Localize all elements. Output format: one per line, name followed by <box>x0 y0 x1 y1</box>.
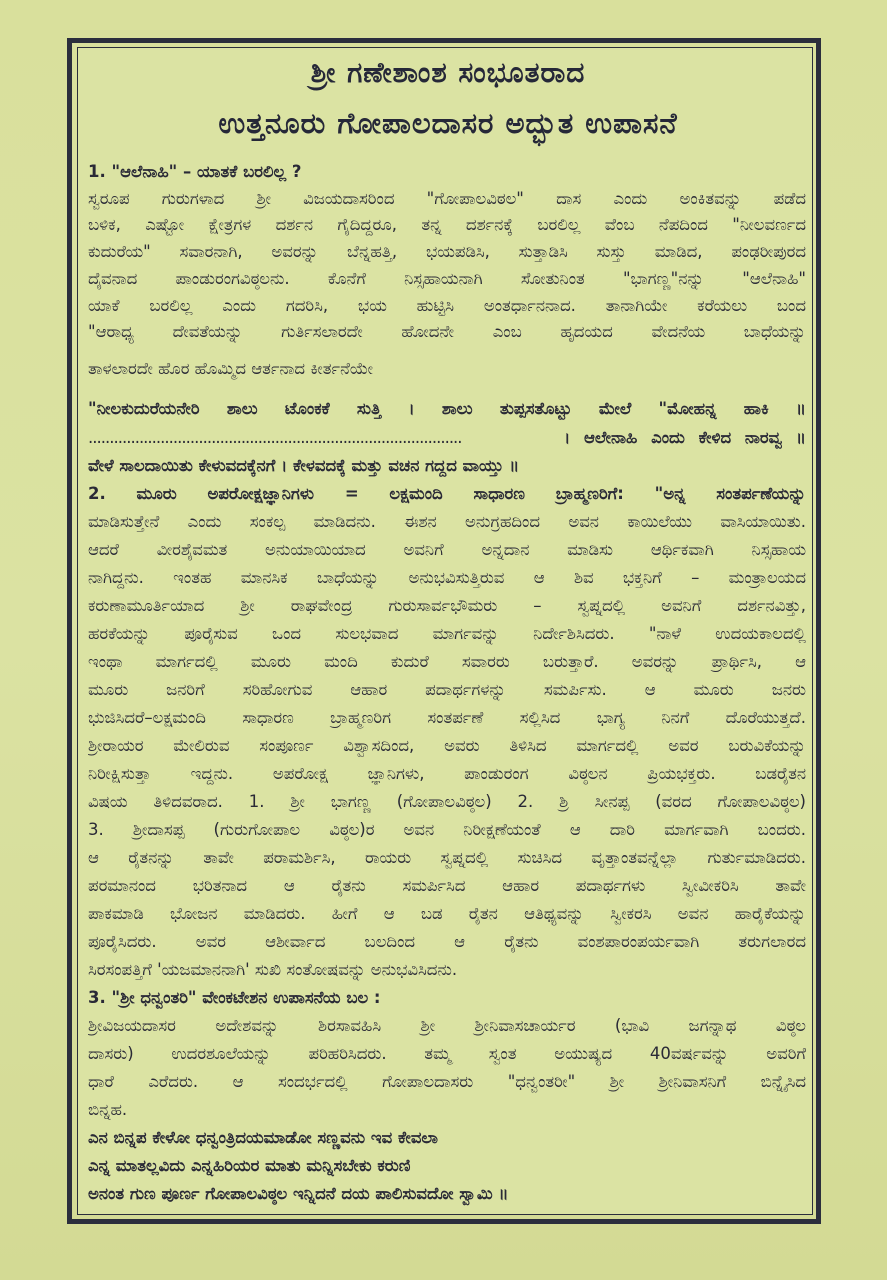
section-2 <box>88 480 806 984</box>
paragraph-line: ಇಂಥಾ ಮಾರ್ಗದಲ್ಲಿ ಮೂರು ಮಂದಿ ಕುದುರೆ ಸವಾರರು ಬರುತ್ತಾರೆ. ಅವರನ್ನು ಪ್ರಾರ್ಥಿಸಿ, ಆ <box>88 652 806 671</box>
paragraph-line: ಮೂರು ಜನರಿಗೆ ಸರಿಹೋಗುವ ಆಹಾರ ಪದಾರ್ಥಗಳನ್ನು ಸಮರ್ಪಿಸು. ಆ ಮೂರು ಜನರು <box>88 680 806 699</box>
title-line-2: ಉತ್ತನೂರು ಗೋಪಾಲದಾಸರ ಅದ್ಭುತ ಉಪಾಸನೆ <box>218 106 678 140</box>
paragraph-line: ಆ ರೈತನನ್ನು ತಾವೇ ಪರಾಮರ್ಶಿಸಿ, ರಾಯರು ಸ್ವಪ್ನದಲ್ಲಿ ಸುಚಿಸಿದ ವೃತ್ತಾಂತವನ್ನೆಲ್ಲಾ ಗುರ್ತುಮಾಡಿದರು. <box>88 848 806 867</box>
paragraph-line: ಬಳಿಕ, ಎಷ್ಟೋ ಕ್ಷೇತ್ರಗಳ ದರ್ಶನ ಗೈದಿದ್ದರೂ, ತನ್ನ ದರ್ಶನಕ್ಕೆ ಬರಲಿಲ್ಲ ವೆಂಬ ನೆಪದಿಂದ "ನೀಲವರ್ಣದ <box>88 215 806 235</box>
paragraph-line: ಪಾಕಮಾಡಿ ಭೋಜನ ಮಾಡಿದರು. ಹೀಗೆ ಆ ಬಡ ರೈತನ ಆತಿಥ್ಯವನ್ನು ಸ್ವೀಕರಸಿ ಅವನ ಹಾರೈಕೆಯನ್ನು <box>88 904 806 923</box>
paragraph-line: ಸ್ವರೂಪ ಗುರುಗಳಾದ ಶ್ರೀ ವಿಜಯದಾಸರಿಂದ "ಗೋಪಾಲವಿಠಲ" ದಾಸ ಎಂದು ಅಂಕಿತವನ್ನು ಪಡೆದ <box>88 188 806 208</box>
paragraph-line: "ಆರಾಧ್ಯ ದೇವತೆಯನ್ನು ಗುರ್ತಿಸಲಾರದೇ ಹೋದನೇ ಎಂಬ ಹೃದಯದ ವೇದನೆಯ ಬಾಧೆಯನ್ನು <box>88 322 806 342</box>
poem-line: ಎನ ಬಿನ್ನಪ ಕೇಳೋ ಧನ್ವಂತ್ರಿದಯಮಾಡೋ ಸಣ್ಣವನು ಇವ ಕೇವಲಾ <box>88 1128 438 1147</box>
title-line-1: ಶ್ರೀ ಗಣೇಶಾಂಶ ಸಂಭೂತರಾದ <box>310 56 586 89</box>
paragraph-line: ದೈವನಾದ ಪಾಂಡುರಂಗವಿಠ್ಠಲನು. ಕೊನೆಗೆ ನಿಸ್ಸಹಾಯನಾಗಿ ಸೋತುನಿಂತ "ಭಾಗಣ್ಣ"ನನ್ನು "ಆಲೆನಾಹಿ" <box>88 268 806 288</box>
paragraph-line: ನಾಗಿದ್ದನು. ಇಂತಹ ಮಾನಸಿಕ ಬಾಧೆಯನ್ನು ಅನುಭವಿಸುತ್ತಿರುವ ಆ ಶಿವ ಭಕ್ತನಿಗೆ – ಮಂತ್ರಾಲಯದ <box>88 568 806 587</box>
verse-line-2-text: । ಆಲೇನಾಹಿ ಎಂದು ಕೇಳಿದ ನಾರವ್ವ ॥ <box>564 427 806 447</box>
paragraph-line: ಮಾಡಿಸುತ್ತೇನೆ ಎಂದು ಸಂಕಲ್ಪ ಮಾಡಿದನು. ಈಶನ ಅನುಗ್ರಹದಿಂದ ಅವನ ಕಾಯಿಲೆಯು ವಾಸಿಯಾಯಿತು. <box>88 512 806 531</box>
section-1-heading: 1. "ಆಲೆನಾಹಿ" – ಯಾತಕೆ ಬರಲಿಲ್ಲ ? <box>88 162 302 181</box>
paragraph-line: ಕರುಣಾಮೂರ್ತಿಯಾದ ಶ್ರೀ ರಾಘವೇಂದ್ರ ಗುರುಸಾರ್ವಭೌಮರು – ಸ್ವಪ್ನದಲ್ಲಿ ಅವನಿಗೆ ದರ್ಶನವಿತ್ತು, <box>88 596 806 615</box>
paragraph-line: ಪೂರೈಸಿದರು. ಅವರ ಆಶೀರ್ವಾದ ಬಲದಿಂದ ಆ ರೈತನು ವಂಶಪಾರಂಪರ್ಯವಾಗಿ ತರುಗಲಾರದ <box>88 932 806 951</box>
verse-line-2 <box>88 424 806 453</box>
poem-line: ಅನಂತ ಗುಣ ಪೂರ್ಣ ಗೋಪಾಲವಿಠ್ಠಲ ಇನ್ನಿದನೆ ದಯ ಪಾಲಿಸುವದೋ ಸ್ವಾಮಿ ॥ <box>88 1184 509 1203</box>
section-3 <box>88 984 806 1208</box>
verse-line-1: "ನೀಲಕುದುರೆಯನೇರಿ ಶಾಲು ಟೊಂಕಕೆ ಸುತ್ತಿ । ಶಾಲು ತುಪ್ಪಸತೊಟ್ಟು ಮೇಲೆ "ಮೋಹನ್ನ ಹಾಕಿ ॥ <box>88 399 806 418</box>
paragraph-line: ಧಾರೆ ಎರೆದರು. ಆ ಸಂದರ್ಭದಲ್ಲಿ ಗೋಪಾಲದಾಸರು "ಧನ್ವಂತರೀ" ಶ್ರೀ ಶ್ರೀನಿವಾಸನಿಗೆ ಬಿನ್ನೈಸಿದ <box>88 1072 806 1091</box>
section-1-last-line: ತಾಳಲಾರದೇ ಹೊರ ಹೊಮ್ಮಿದ ಆರ್ತನಾದ ಕೀರ್ತನೆಯೇ <box>88 359 373 378</box>
paragraph-line: ಶ್ರೀವಿಜಯದಾಸರ ಅದೇಶವನ್ನು ಶಿರಸಾವಹಿಸಿ ಶ್ರೀ ಶ್ರೀನಿವಾಸಚಾರ್ಯರ (ಭಾವಿ ಜಗನ್ನಾಥ ವಿಠ್ಠಲ <box>88 1016 806 1035</box>
paragraph-line: ನಿರೀಕ್ಷಿಸುತ್ತಾ ಇದ್ದನು. ಅಪರೋಕ್ಷ ಜ್ಞಾನಿಗಳು, ಪಾಂಡುರಂಗ ವಿಠ್ಠಲನ ಪ್ರಿಯಭಕ್ತರು. ಬಡರೈತನ <box>88 764 806 783</box>
poem-line: ಎನ್ನ ಮಾತಲ್ಲವಿದು ಎನ್ನಹಿರಿಯರ ಮಾತು ಮನ್ನಿಸಬೇಕು ಕರುಣಿ <box>88 1156 411 1175</box>
section-3-heading: 3. "ಶ್ರೀ ಧನ್ವಂತರಿ" ವೇಂಕಟೇಶನ ಉಪಾಸನೆಯ ಬಲ : <box>88 988 381 1007</box>
paragraph-line: ಹರಕೆಯನ್ನು ಪೂರೈಸುವ ಒಂದ ಸುಲಭವಾದ ಮಾರ್ಗವನ್ನು ನಿರ್ದೇಶಿಸಿದರು. "ನಾಳೆ ಉದಯಕಾಲದಲ್ಲಿ <box>88 624 806 643</box>
section-2-heading: 2. ಮೂರು ಅಪರೋಕ್ಷಜ್ಞಾನಿಗಳು = ಲಕ್ಷಮಂದಿ ಸಾಧಾರಣ ಬ್ರಾಹ್ಮಣರಿಗೆ: "ಅನ್ನ ಸಂತರ್ಪಣೆಯನ್ನು <box>88 484 806 503</box>
paragraph-line: 3. ಶ್ರೀದಾಸಪ್ಪ (ಗುರುಗೋಪಾಲ ವಿಠ್ಠಲ)ರ ಅವನ ನಿರೀಕ್ಷಣೆಯಂತೆ ಆ ದಾರಿ ಮಾರ್ಗವಾಗಿ ಬಂದರು. <box>88 820 806 839</box>
verse-dots: ........................................................................................ <box>88 427 462 447</box>
section-1 <box>88 159 806 346</box>
paragraph-line: ಯಾಕೆ ಬರಲಿಲ್ಲ ಎಂದು ಗದರಿಸಿ, ಭಯ ಹುಟ್ಟಿಸಿ ಅಂತರ್ಧಾನನಾದ. ತಾನಾಗಿಯೇ ಕರೆಯಲು ಬಂದ <box>88 295 806 315</box>
paragraph-line: ಪರಮಾನಂದ ಭರಿತನಾದ ಆ ರೈತನು ಸಮರ್ಪಿಸಿದ ಆಹಾರ ಪದಾರ್ಥಗಳು ಸ್ವೀವೀಕರಿಸಿ ತಾವೇ <box>88 876 806 895</box>
verse-line-3: ವೇಳೆ ಸಾಲದಾಯಿತು ಕೇಳುವದಕ್ಕೆನಗೆ । ಕೇಳವದಕ್ಕೆ ಮತ್ತು ವಚನ ಗದ್ದದ ವಾಯ್ತು ॥ <box>88 456 520 475</box>
verse <box>88 395 806 481</box>
paragraph-line: ವಿಷಯ ತಿಳಿದವರಾದ. 1. ಶ್ರೀ ಭಾಗಣ್ಣ (ಗೋಪಾಲವಿಠ್ಠಲ) 2. ಶ್ರಿ ಸೀನಪ್ಪ (ವರದ ಗೋಪಾಲವಿಠ್ಠಲ) <box>88 792 806 811</box>
paragraph-line: ಶ್ರೀರಾಯರ ಮೇಲಿರುವ ಸಂಪೂರ್ಣ ವಿಶ್ವಾಸದಿಂದ, ಅವರು ತಿಳಿಸಿದ ಮಾರ್ಗದಲ್ಲಿ ಅವರ ಬರುವಿಕೆಯನ್ನು <box>88 736 806 755</box>
paragraph-last-line: ಸಿರಸಂಪತ್ತಿಗೆ 'ಯಜಮಾನನಾಗಿ' ಸುಖಿ ಸಂತೋಷವನ್ನು ಅನುಭವಿಸಿದನು. <box>88 960 458 979</box>
paragraph-line: ಭುಜಿಸಿದರೆ–ಲಕ್ಷಮಂದಿ ಸಾಧಾರಣ ಬ್ರಾಹ್ಮಣರಿಗ ಸಂತರ್ಪಣೆ ಸಲ್ಲಿಸಿದ ಭಾಗ್ಯ ನಿನಗೆ ದೊರೆಯುತ್ತದೆ. <box>88 708 806 727</box>
section-1-end <box>88 356 806 382</box>
paragraph-line: ಕುದುರೆಯ" ಸವಾರನಾಗಿ, ಅವರನ್ನು ಬೆನ್ನಹತ್ತಿ, ಭಯಪಡಿಸಿ, ಸುತ್ತಾಡಿಸಿ ಸುಸ್ತು ಮಾಡಿದ, ಪಂಢರೀಪುರದ <box>88 242 806 262</box>
paragraph-line: ದಾಸರು) ಉದರಶೂಲೆಯನ್ನು ಪರಿಹರಿಸಿದರು. ತಮ್ಮ ಸ್ವಂತ ಅಯುಷ್ಯದ 40ವರ್ಷವನ್ನು ಅವರಿಗೆ <box>88 1044 806 1063</box>
paragraph-line: ಆದರೆ ವೀರಶೈವಮತ ಅನುಯಾಯಿಯಾದ ಅವನಿಗೆ ಅನ್ನದಾನ ಮಾಡಿಸು ಆರ್ಥಿಕವಾಗಿ ನಿಸ್ಸಹಾಯ <box>88 540 806 559</box>
paragraph-last-line: ಬಿನ್ನಹ. <box>88 1100 128 1119</box>
